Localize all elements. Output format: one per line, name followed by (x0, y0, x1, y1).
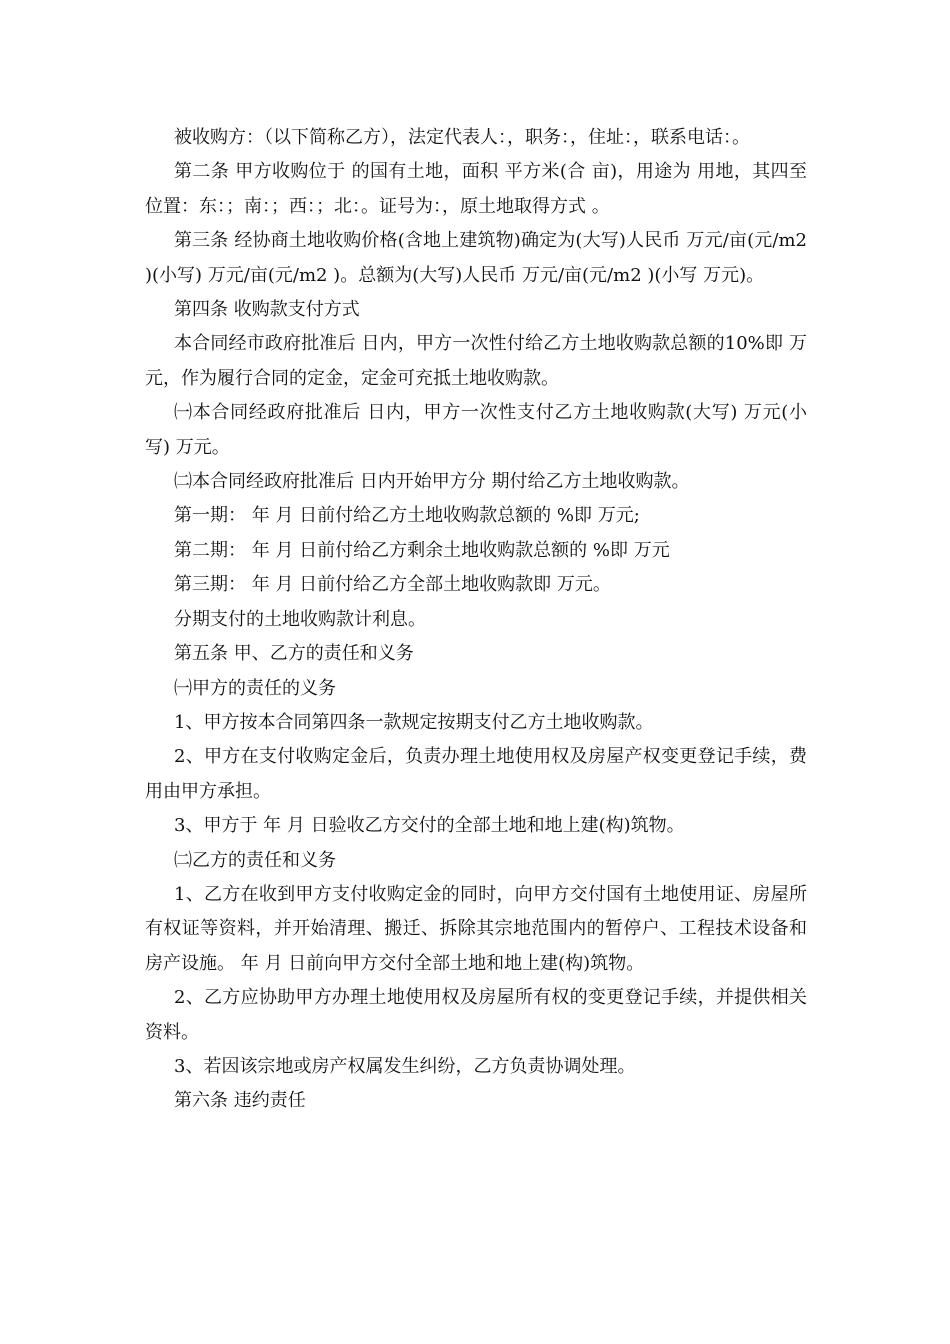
paragraph-article-6-heading: 第六条 违约责任 (174, 1090, 306, 1112)
paragraph-party-b-duties-heading: ㈡乙方的责任和义务 (174, 849, 336, 871)
paragraph-party-b-duty-1: 1、乙方在收到甲方支付收购定金的同时，向甲方交付国有土地使用证、房屋所有权证等资料，并开始清理、搬迁、拆除其宗地范围内的暂停户、工程技术设备和房产设施。 年 月 日前向甲方交付全部土地和地上建(构)筑物。 (145, 883, 807, 974)
paragraph-party-a-duty-2: 2、甲方在支付收购定金后，负责办理土地使用权及房屋产权变更登记手续，费用由甲方承担。 (145, 746, 807, 802)
paragraph-party-a-duty-1: 1、甲方按本合同第四条一款规定按期支付乙方土地收购款。 (174, 711, 654, 733)
paragraph-party-a-duties-heading: ㈠甲方的责任的义务 (174, 677, 336, 699)
paragraph-party-a-duty-3: 3、甲方于 年 月 日验收乙方交付的全部土地和地上建(构)筑物。 (174, 815, 685, 837)
paragraph-party-b-duty-2: 2、乙方应协助甲方办理土地使用权及房屋所有权的变更登记手续，并提供相关资料。 (145, 987, 807, 1043)
contract-body (145, 121, 807, 1119)
paragraph-installment-3: 第三期： 年 月 日前付给乙方全部土地收购款即 万元。 (174, 574, 611, 596)
paragraph-article-5-heading: 第五条 甲、乙方的责任和义务 (174, 643, 414, 665)
paragraph-lump-sum: ㈠本合同经政府批准后 日内，甲方一次性支付乙方土地收购款(大写) 万元(小写) 万元。 (145, 402, 807, 458)
paragraph-party-b: 被收购方：（以下简称乙方），法定代表人：，职务：，住址：，联系电话：。 (174, 127, 750, 148)
paragraph-installment-1: 第一期： 年 月 日前付给乙方土地收购款总额的 %即 万元; (174, 505, 640, 527)
paragraph-party-b-duty-3: 3、若因该宗地或房产权属发生纠纷，乙方负责协调处理。 (174, 1055, 636, 1077)
paragraph-article-4-heading: 第四条 收购款支付方式 (174, 299, 360, 321)
paragraph-installments: ㈡本合同经政府批准后 日内开始甲方分 期付给乙方土地收购款。 (174, 471, 690, 493)
paragraph-installment-2: 第二期： 年 月 日前付给乙方剩余土地收购款总额的 %即 万元 (174, 539, 670, 561)
paragraph-article-2: 第二条 甲方收购位于 的国有土地，面积 平方米(合 亩)，用途为 用地，其四至位置：东：；南：；西：；北：。证号为：，原土地取得方式 。 (145, 161, 807, 217)
paragraph-article-3: 第三条 经协商土地收购价格(含地上建筑物)确定为(大写)人民币 万元/亩(元/m2 )(小写) 万元/亩(元/m2 )。总额为(大写)人民币 万元/亩(元/m2 )(小写 万元)。 (145, 230, 807, 286)
paragraph-deposit: 本合同经市政府批准后 日内，甲方一次性付给乙方土地收购款总额的10%即 万元，作为履行合同的定金，定金可充抵土地收购款。 (145, 333, 807, 389)
paragraph-interest: 分期支付的土地收购款计利息。 (174, 608, 426, 630)
